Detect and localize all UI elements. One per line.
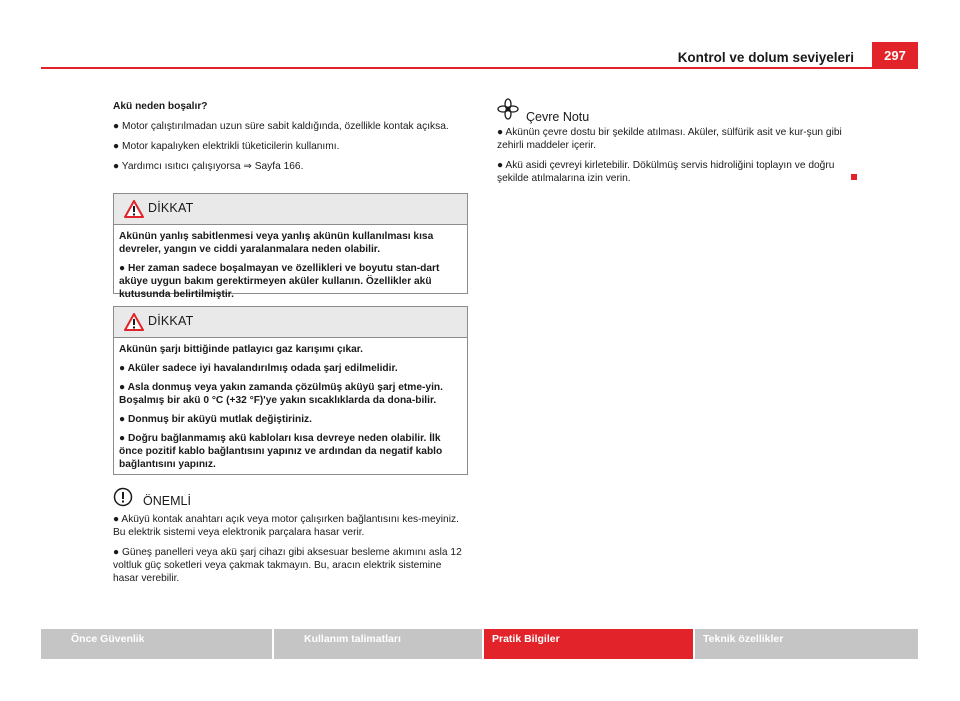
bullet-item: ● Motor çalıştırılmadan uzun süre sabit kaldığında, özellikle kontak açıksa. — [113, 121, 449, 132]
bullet-item — [113, 160, 463, 173]
environment-text: ● Akü asidi çevreyi kirletebilir. Dökülmüş servis hidroliğini toplayın ve doğru şekilde atılmalarına izin verin. — [497, 160, 835, 184]
warning-text: Akünün yanlış sabitlenmesi veya yanlış akünün kullanılması kısa devreler, yangın ve ciddi yaralanmalara neden olabilir. — [119, 231, 434, 255]
warning-body — [114, 225, 467, 310]
left-column — [113, 100, 463, 180]
environment-text: ● Akünün çevre dostu bir şekilde atılması. Aküler, sülfürik asit ve kur-şun gibi zehirli maddeler içerir. — [497, 127, 842, 151]
page-number: 297 — [872, 42, 918, 68]
tab-safety-first[interactable]: Önce Güvenlik — [41, 629, 272, 659]
notice-body — [113, 513, 465, 592]
warning-box-charging — [113, 306, 468, 475]
section-heading: Akü neden boşalır? — [113, 101, 208, 112]
bullet-item-text: ● Yardımcı ısıtıcı çalışıyorsa ⇒ Sayfa 166. — [113, 161, 304, 172]
warning-body — [114, 338, 467, 480]
tab-technical-specs[interactable]: Teknik özellikler — [695, 629, 918, 659]
environment-flower-icon — [497, 98, 519, 120]
warning-text: ● Donmuş bir aküyü mutlak değiştiriniz. — [119, 414, 312, 425]
warning-title: DİKKAT — [148, 201, 194, 215]
notice-text: ● Güneş panelleri veya akü şarj cihazı gibi aksesuar besleme akımını asla 12 voltluk güç soketleri veya çakmak takmayın. Bu, aracın elektrik sistemine hasar verebilir. — [113, 547, 462, 584]
warning-triangle-icon — [124, 313, 144, 335]
environment-note-title: Çevre Notu — [526, 110, 590, 124]
warning-box-battery-fixing — [113, 193, 468, 300]
warning-box-header — [114, 194, 467, 225]
bullet-item: ● Motor kapalıyken elektrikli tüketicilerin kullanımı. — [113, 141, 340, 152]
tab-operating-instructions[interactable]: Kullanım talimatları — [274, 629, 482, 659]
warning-title: DİKKAT — [148, 314, 194, 328]
warning-text: ● Asla donmuş veya yakın zamanda çözülmüş aküyü şarj etme-yin. Boşalmış bir akü 0 °C (+32 °F)'ye yakın sıcaklıklarda da dona-bilir. — [119, 382, 443, 406]
warning-triangle-icon — [124, 200, 144, 222]
notice-text: ● Aküyü kontak anahtarı açık veya motor çalışırken bağlantısını kes-meyiniz. Bu elektrik sistemi veya elektronik parçalara hasar verir. — [113, 514, 459, 538]
warning-text: ● Doğru bağlanmamış akü kabloları kısa devreye neden olabilir. İlk önce pozitif kablo bağlantısını yapınız ve ardından da negatif kablo bağlantısını yapınız. — [119, 433, 443, 470]
tab-practical-info[interactable]: Pratik Bilgiler — [484, 629, 693, 659]
warning-text: Akünün şarjı bittiğinde patlayıcı gaz karışımı çıkar. — [119, 344, 364, 355]
warning-text: ● Aküler sadece iyi havalandırılmış odada şarj edilmelidir. — [119, 363, 398, 374]
notice-title: ÖNEMLİ — [143, 494, 191, 508]
page-header-title: Kontrol ve dolum seviyeleri — [677, 50, 854, 65]
warning-box-header — [114, 307, 467, 338]
warning-text: ● Her zaman sadece boşalmayan ve özellikleri ve boyutu stan-dart aküye uygun bakım gerektirmeyen aküler kullanın. Özellikler akü kutusunda belirtilmiştir. — [119, 263, 440, 300]
environment-note-body — [497, 126, 847, 192]
end-of-section-marker — [851, 174, 857, 180]
notice-exclamation-icon — [113, 487, 133, 507]
header-rule — [41, 67, 918, 69]
